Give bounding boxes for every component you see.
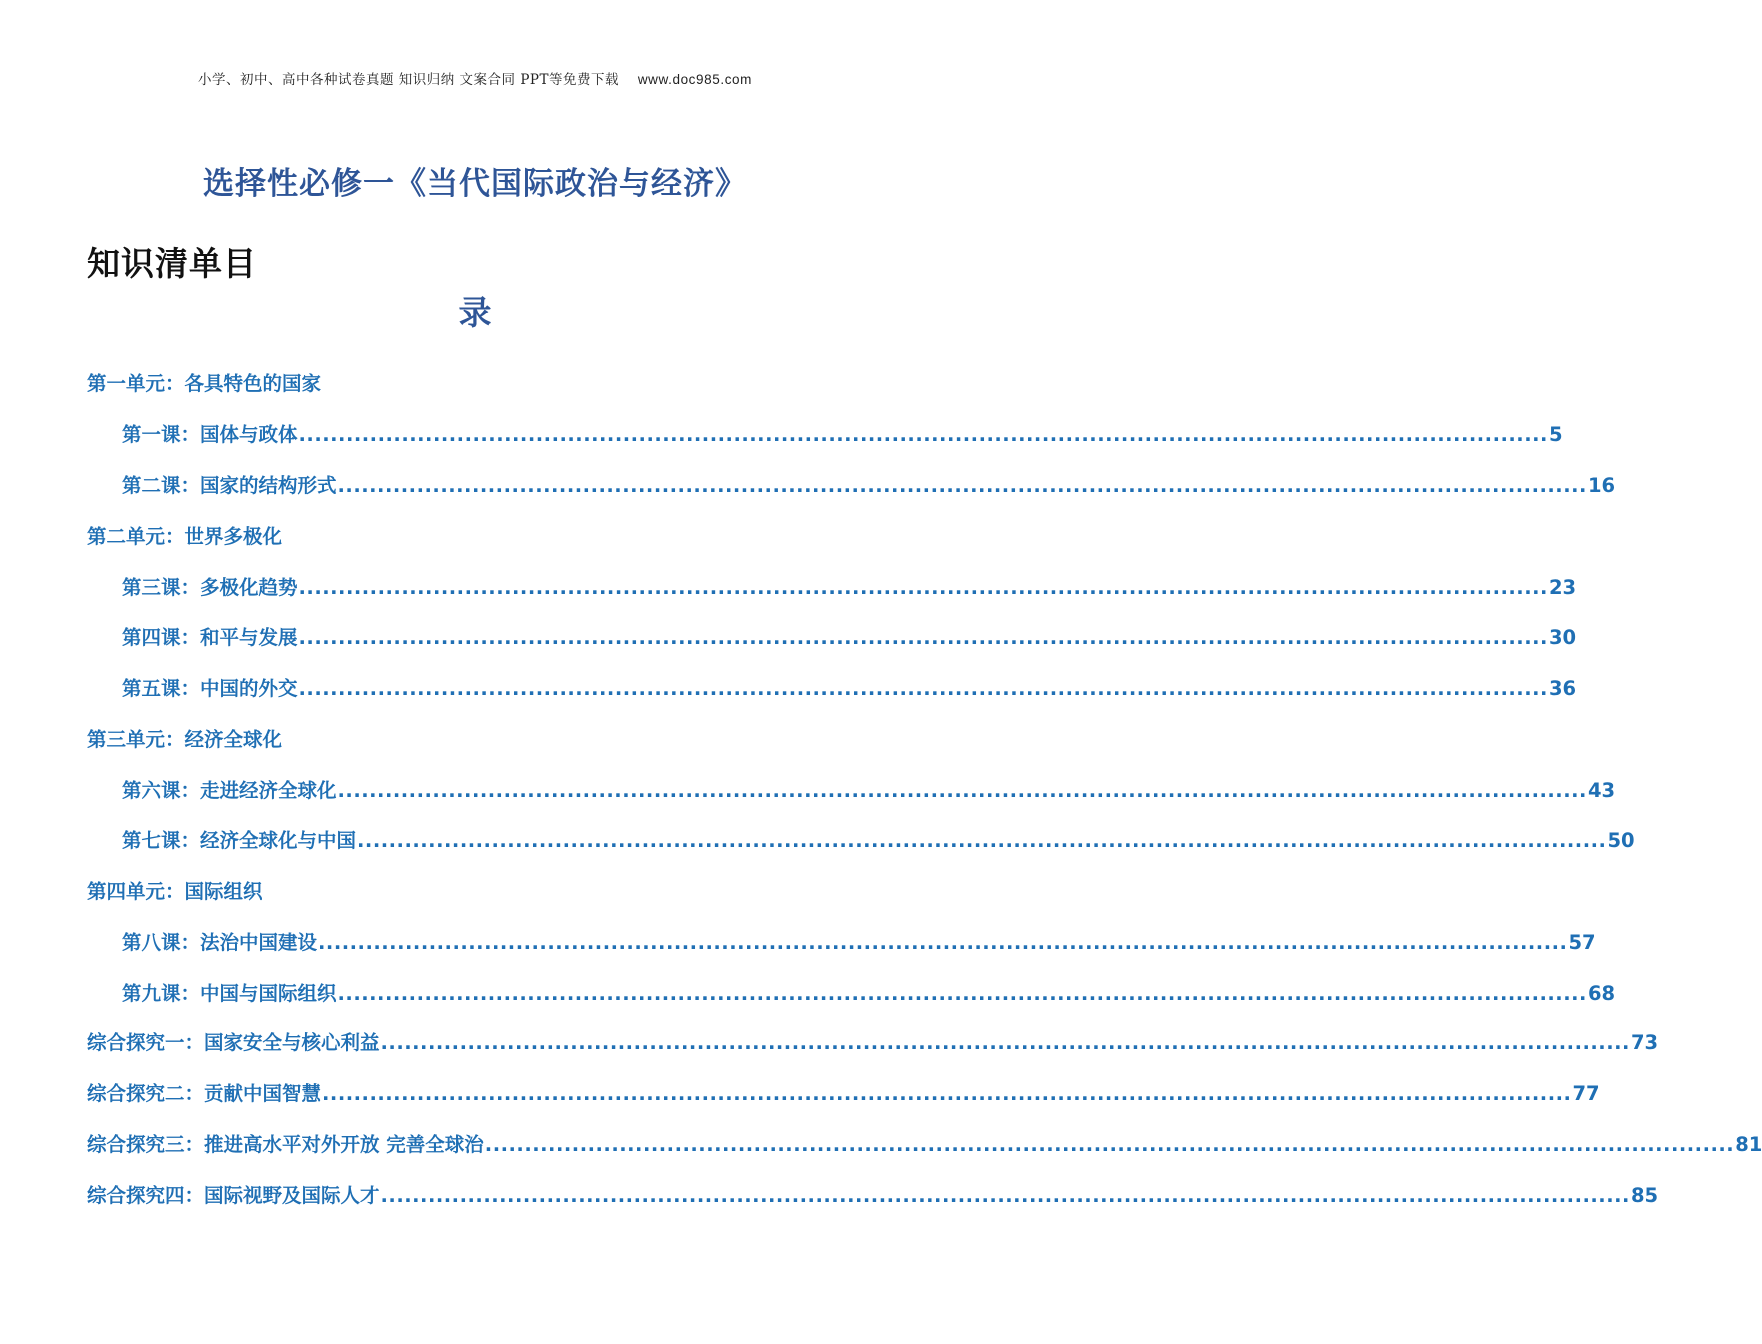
toc-dot-leader: ..............................................................................................................................................................: [337, 474, 1587, 497]
toc-dot-leader: ..............................................................................................................................................................: [337, 779, 1587, 802]
toc-unit-2[interactable]: [87, 523, 282, 551]
header-text: 小学、初中、高中各种试卷真题 知识归纳 文案合同 PPT等免费下载: [197, 72, 620, 88]
toc-entry-label: 第二课：国家的结构形式: [122, 474, 337, 497]
document-title: 选择性必修一《当代国际政治与经济》: [203, 166, 747, 202]
toc-heading-line-2: 录: [458, 293, 492, 332]
toc-unit-4[interactable]: [87, 878, 263, 906]
toc-page-number: 57: [1568, 931, 1596, 954]
toc-entry-label: 综合探究四：国际视野及国际人才: [87, 1184, 380, 1207]
toc-lesson-1[interactable]: [122, 421, 1563, 449]
toc-dot-leader: ..............................................................................................................................................................: [380, 1031, 1630, 1054]
toc-lesson-6[interactable]: [122, 777, 1616, 805]
toc-entry-label: 第一课：国体与政体: [122, 423, 298, 446]
toc-dot-leader: ..............................................................................................................................................................: [337, 982, 1587, 1005]
toc-entry-label: 综合探究三：推进高水平对外开放 完善全球治: [87, 1133, 484, 1156]
toc-dot-leader: ..............................................................................................................................................................: [298, 626, 1548, 649]
toc-topic-2[interactable]: [87, 1080, 1600, 1108]
toc-dot-leader: ..............................................................................................................................................................: [484, 1133, 1735, 1156]
toc-unit-3[interactable]: [87, 726, 282, 754]
toc-entry-label: 第八课：法治中国建设: [122, 931, 318, 954]
toc-dot-leader: ..............................................................................................................................................................: [318, 931, 1568, 954]
toc-lesson-4[interactable]: [122, 624, 1577, 652]
toc-page-number: 50: [1607, 829, 1635, 852]
toc-lesson-8[interactable]: [122, 929, 1596, 957]
toc-lesson-9[interactable]: [122, 980, 1616, 1008]
toc-entry-label: 综合探究一：国家安全与核心利益: [87, 1031, 380, 1054]
toc-heading-line-1: 知识清单目: [87, 244, 257, 283]
toc-entry-label: 第五课：中国的外交: [122, 677, 298, 700]
toc-unit-1[interactable]: [87, 370, 321, 398]
toc-entry-label: 第三课：多极化趋势: [122, 576, 298, 599]
toc-dot-leader: ..............................................................................................................................................................: [298, 576, 1548, 599]
toc-entry-label: 第六课：走进经济全球化: [122, 779, 337, 802]
toc-entry-label: 第三单元：经济全球化: [87, 728, 283, 751]
toc-page-number: 30: [1548, 626, 1577, 649]
toc-entry-label: 第七课：经济全球化与中国: [122, 829, 357, 852]
toc-page-number: 16: [1587, 474, 1616, 497]
toc-topic-1[interactable]: [87, 1029, 1659, 1057]
toc-entry-label: 第二单元：世界多极化: [87, 525, 283, 548]
toc-page-number: 68: [1587, 982, 1616, 1005]
header-url[interactable]: www.doc985.com: [637, 72, 753, 87]
toc-lesson-3[interactable]: [122, 574, 1577, 602]
toc-page-number: 85: [1630, 1184, 1659, 1207]
toc-dot-leader: ..............................................................................................................................................................: [298, 423, 1548, 446]
toc-entry-label: 第四单元：国际组织: [87, 880, 263, 903]
toc-dot-leader: ..............................................................................................................................................................: [357, 829, 1607, 852]
toc-lesson-5[interactable]: [122, 675, 1577, 703]
toc-page-number: 36: [1548, 677, 1577, 700]
toc-lesson-7[interactable]: [122, 827, 1635, 855]
toc-entry-label: 第九课：中国与国际组织: [122, 982, 337, 1005]
toc-lesson-2[interactable]: [122, 472, 1616, 500]
toc-page-number: 43: [1587, 779, 1616, 802]
toc-topic-3[interactable]: [87, 1131, 1762, 1159]
toc-dot-leader: ..............................................................................................................................................................: [380, 1184, 1630, 1207]
toc-entry-label: 综合探究二：贡献中国智慧: [87, 1082, 322, 1105]
toc-entry-label: 第一单元：各具特色的国家: [87, 372, 322, 395]
toc-page-number: 77: [1572, 1082, 1600, 1105]
toc-entry-label: 第四课：和平与发展: [122, 626, 298, 649]
toc-page-number: 73: [1630, 1031, 1659, 1054]
toc-dot-leader: ..............................................................................................................................................................: [322, 1082, 1572, 1105]
toc-page-number: 5: [1548, 423, 1563, 446]
toc-topic-4[interactable]: [87, 1182, 1659, 1210]
toc-dot-leader: ..............................................................................................................................................................: [298, 677, 1548, 700]
toc-page-number: 23: [1548, 576, 1577, 599]
toc-page-number: 81: [1735, 1133, 1762, 1156]
page-header: [0, 68, 950, 88]
